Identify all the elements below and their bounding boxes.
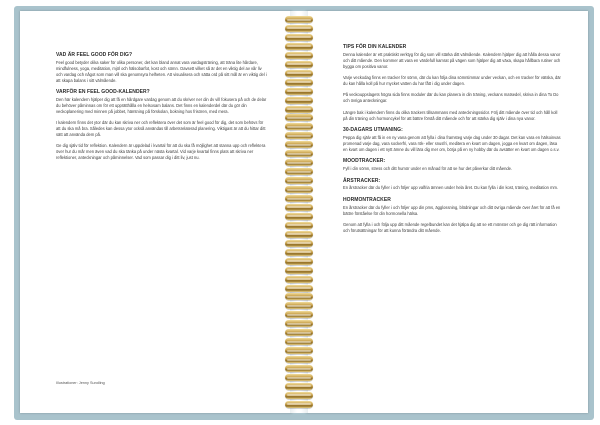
- spiral-ring: [285, 267, 313, 274]
- spiral-ring: [285, 213, 313, 220]
- section-title-why-calendar: VARFÖR EN FEEL GOOD-KALENDER?: [56, 89, 150, 96]
- illustration-credit: Illustrationer: Jenny Sundling: [56, 381, 105, 385]
- spiral-ring: [285, 97, 313, 104]
- spiral-ring: [285, 132, 313, 139]
- spiral-ring: [285, 168, 313, 175]
- spiral-ring: [285, 293, 313, 300]
- section-body-hormonetracker: En årstracker där du fyller i och följer upp din pms, ägglossning, blödningar och ditt övriga mående över året för att få en bättre förståelse för din hormonella hälsa.: [343, 204, 561, 216]
- spiral-ring: [285, 79, 313, 86]
- spiral-ring: [285, 383, 313, 390]
- spiral-ring: [285, 106, 313, 113]
- section-body-why-calendar-1: Den här kalendern hjälper dig att få en hårdgare vardag genom att du skriver ner din dv vill fokusera på och de delar du behöver påminnas om för ett upprätthålla en helsosam balans. Det finns en kalenderdel där du gör din veckoplanering med minnen på jobbet, hämtning på förskolan, bokning hos frisören, med mera.: [56, 96, 267, 114]
- spiral-ring: [285, 141, 313, 148]
- spiral-ring: [285, 356, 313, 363]
- spiral-ring: [285, 347, 313, 354]
- spiral-ring: [285, 285, 313, 292]
- spiral-ring: [285, 186, 313, 193]
- spiral-binding: [285, 16, 315, 412]
- spiral-ring: [285, 258, 313, 265]
- spiral-ring: [285, 365, 313, 372]
- spiral-ring: [285, 401, 313, 408]
- spiral-ring: [285, 222, 313, 229]
- spiral-ring: [285, 52, 313, 59]
- spiral-ring: [285, 329, 313, 336]
- section-body-challenge: Peppa dig själv att få in en ny vana genom att fylla i dina framsteg varje dag under 30 dagar. Det kan vara en hälsoinvas promenad varje dag, vara sockerfri, vara rök- eller snusfri, meditera en kvart om dagen, jogga en kvart om dagen, läsa en kvart om dagen i ett nytt ämne du vill lära dig mer om, börja på en ny hobby där du avsätter en kvart om dagen o.s.v.: [343, 134, 561, 152]
- section-title-hormonetracker: HORMONTRACKER: [343, 196, 391, 203]
- spiral-ring: [285, 150, 313, 157]
- spiral-ring: [285, 276, 313, 283]
- section-body-moodtracker: Fyll i din sömn, stress och ditt humör under en månad för att se hur det påverkar ditt mående.: [343, 166, 513, 172]
- spiral-ring: [285, 231, 313, 238]
- spiral-ring: [285, 61, 313, 68]
- section-title-yeartracker: ÅRSTRACKER:: [343, 177, 381, 184]
- spiral-ring: [285, 70, 313, 77]
- section-title-moodtracker: MOODTRACKER:: [343, 158, 386, 165]
- spiral-ring: [285, 34, 313, 41]
- spiral-ring: [285, 123, 313, 130]
- section-body-tips-4: Längre bak i kalendern finns du olika trackers tillsammans med anteckningssidor. Följ ditt mående över tid och håll koll på din träning och hormoncykel för att bättre förstå ditt mående och för att stärka dig själv i dina nya vanor.: [343, 109, 558, 121]
- spiral-ring: [285, 195, 313, 202]
- section-body-tips-1: Denna kalender är ett praktiskt verktyg för dig som vill stärka ditt välmående. Kalendern hjälper dig att hålla dessa vanor och ditt mående. Den kommer att vara en värdefull kamrat på vägen som hjälper dig att växa, skapa hållbara rutiner och bygga om positiva vanor.: [343, 51, 561, 69]
- right-page-text: [343, 44, 561, 239]
- spiral-ring: [285, 43, 313, 50]
- section-body-feel-good: Feel good betyder olika saker för olika personer, det kan bland annat vara vardagsträning, att träna lite hårdare, mindfulness, yoga, meditation, mjöl och hälsobarfot, kost och sömn. Oavsett vilket så är det en viktig del av vår liv och vardag och något som man vill ska genomsyra helheten. Att visualisera och sätta ord på sitt mål är en viktig del i att skapa balans i sitt välmående.: [56, 59, 267, 83]
- spiral-ring: [285, 204, 313, 211]
- section-title-tips: TIPS FÖR DIN KALENDER: [343, 44, 407, 50]
- left-page: [20, 11, 292, 413]
- spiral-ring: [285, 311, 313, 318]
- section-body-why-calendar-2: I kalendern finns det ytor där du kan skriva ner och reflektera över det som är feel good för dig, det som behövs för att du ska må bra. Således kan dessa ytor också användas till arbetsrelaterad planering. Viktigast är att du hittar ditt sätt att använda dem på.: [56, 120, 266, 137]
- section-body-closing: Genom att fylla i och följa upp ditt mående regelbundet kan det hjälpa dig att se ett mönster och ge dig rätt information och förutsättningar för att kunna förändra ditt mående.: [343, 222, 557, 233]
- section-title-challenge: 30-DAGARS UTMANING:: [343, 127, 403, 134]
- section-body-yeartracker: En årstracker där du fyller i och följer upp valfria ämnen under hela året. Du kan fylla i din kost, träning, meditation mm.: [343, 185, 559, 191]
- spiral-ring: [285, 240, 313, 247]
- spiral-ring: [285, 320, 313, 327]
- right-page: [306, 11, 588, 413]
- spiral-ring: [285, 159, 313, 166]
- left-page-text: [56, 52, 268, 167]
- section-body-tips-2: Varje veckodag finns en tracker för sömn, där du kan följa dina sömntimmar under veckan, och en tracker för vätska, där du kan hålla koll på hur mycket vatten du har fått i dig under dagen.: [343, 75, 561, 87]
- spiral-ring: [285, 88, 313, 95]
- spiral-ring: [285, 392, 313, 399]
- spiral-ring: [285, 302, 313, 309]
- spiral-ring: [285, 374, 313, 381]
- spiral-ring: [285, 177, 313, 184]
- spiral-ring: [285, 25, 313, 32]
- section-body-tips-3: På veckouppslagets högra sida finns moduler där du kan planera in din träning, veckans matsedel, skriva in dina To Do och övriga anteckningar.: [343, 92, 559, 104]
- spiral-ring: [285, 114, 313, 121]
- spiral-ring: [285, 249, 313, 256]
- spiral-ring: [285, 338, 313, 345]
- section-title-feel-good: VAD ÄR FEEL GOOD FÖR DIG?: [56, 52, 133, 58]
- section-body-why-calendar-3: Ge dig själv tid för reflektion. Kalendern är uppdelad i kvartal för att du ska få möjlighet att stanna upp och reflektera över hur du mår men även vad du ska tänka på under nästa kvartal. Vid varje kvartal finns plats att skriva ner reflektioner, anteckningar och påminnelser. Vad som passar dig i ditt liv, just nu.: [56, 143, 266, 161]
- spiral-ring: [285, 16, 313, 23]
